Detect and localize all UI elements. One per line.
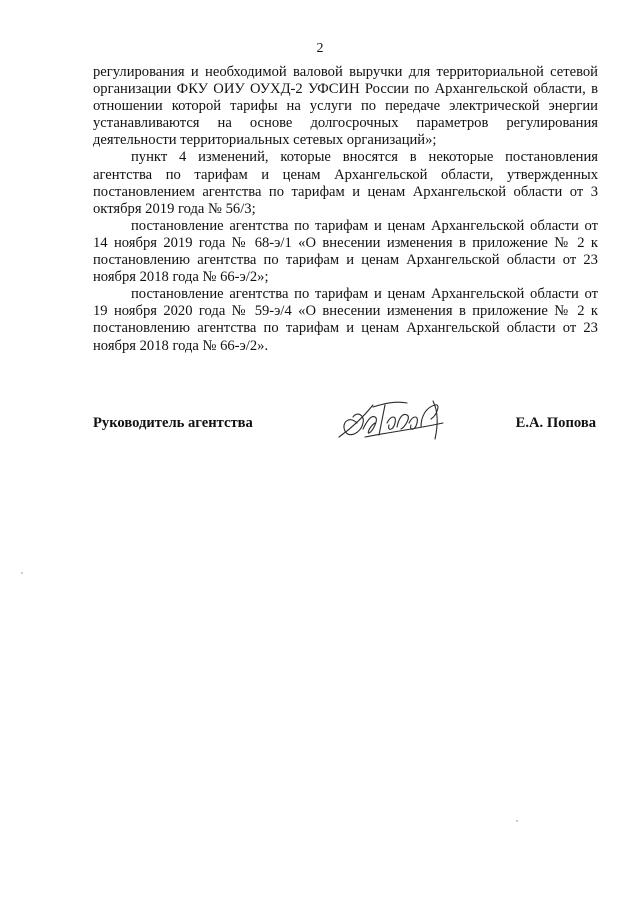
text-line: постановлением агентства по тарифам и ценам Архангельской области [93, 183, 563, 200]
scan-speck [21, 572, 23, 574]
document-body [93, 64, 598, 355]
paragraph [93, 64, 598, 149]
text-line: пункт 4 изменений, которые вносятся в некоторые постановления [131, 149, 598, 166]
text-line: Архангельской области от 23 ноября 2018 года № 66-э/2»; [93, 252, 598, 286]
text-line: области от 19 ноября 2020 года № 59-э/4 «О внесении изменения [93, 286, 599, 320]
text-line: агентства по тарифам и ценам Архангельской области, утвержденных [93, 166, 598, 183]
text-line: области от 14 ноября 2019 года № 68-э/1 «О внесении изменения [93, 217, 599, 251]
text-line: устанавливаются на основе долгосрочных параметров регулирования [93, 115, 598, 132]
signer-name: Е.А. Попова [515, 415, 596, 431]
text-line: постановление агентства по тарифам и ценам Архангельской [131, 217, 525, 234]
paragraph [93, 218, 598, 286]
position-title: Руководитель агентства [93, 415, 253, 431]
paragraph [93, 149, 598, 217]
handwritten-signature [335, 393, 453, 445]
text-line: регулирования и необходимой валовой выручки для территориальной сетевой [93, 64, 598, 80]
text-line: в приложение № 2 к постановлению агентства по тарифам и ценам [93, 234, 598, 269]
text-line: от 3 октября 2019 года № 56/3; [93, 183, 598, 217]
text-line: организации ФКУ ОИУ ОУХД-2 УФСИН России по Архангельской области, [93, 81, 586, 98]
text-line: в приложение № 2 к постановлению агентства по тарифам и ценам [93, 303, 598, 337]
scan-speck [516, 820, 518, 822]
page-number: 2 [316, 41, 324, 56]
text-line: деятельности территориальных сетевых организаций»; [93, 132, 437, 149]
paragraph [93, 286, 598, 354]
text-line: постановление агентства по тарифам и ценам Архангельской [131, 286, 525, 303]
text-line: в отношении которой тарифы на услуги по передаче электрической энергии [93, 81, 598, 115]
text-line: Архангельской области от 23 ноября 2018 года № 66-э/2». [93, 320, 598, 354]
